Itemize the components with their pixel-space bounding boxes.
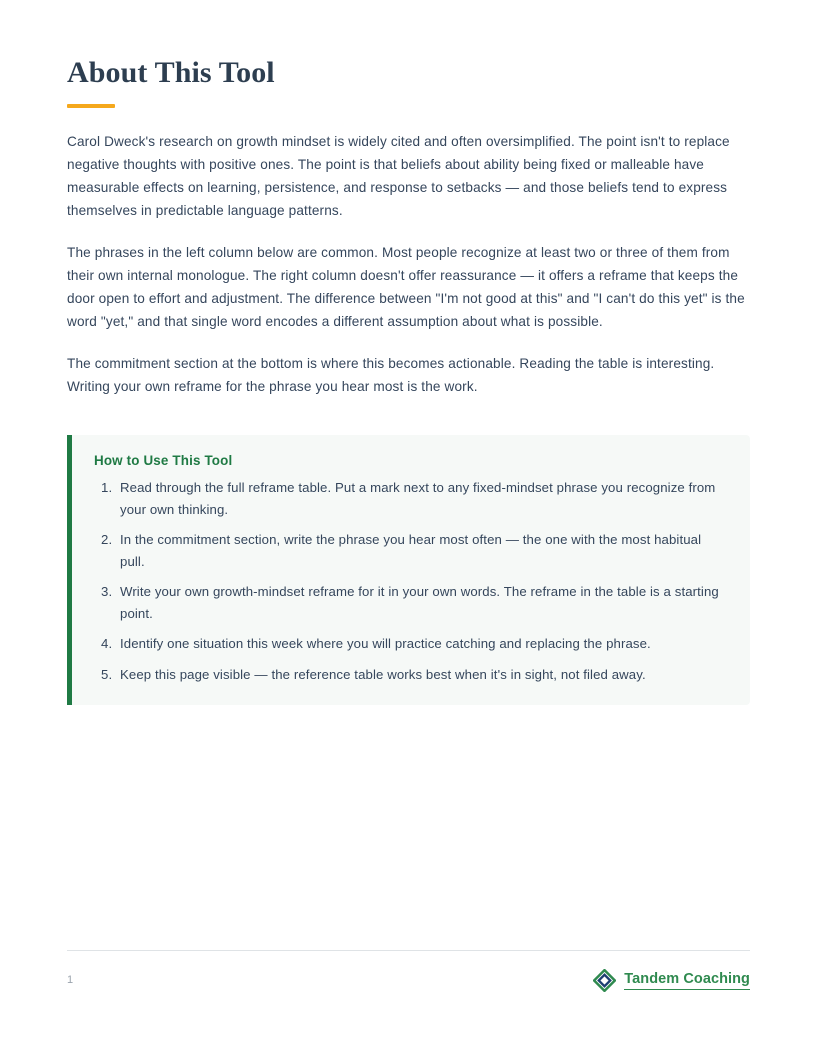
- footer-divider: [67, 950, 750, 951]
- paragraph: The phrases in the left column below are common. Most people recognize at least two or three of them from their own internal monologue. The right column doesn't offer reassurance — it offers a reframe that keeps the door open to effort and adjustment. The difference between "I'm not good at this" and "I can't do this yet" is the word "yet," and that single word encodes a different assumption about what is possible.: [67, 245, 745, 329]
- how-to-use-callout: [67, 435, 750, 705]
- page-content: [67, 55, 750, 705]
- page-title: About This Tool: [67, 56, 275, 89]
- page-number: 1: [67, 974, 74, 986]
- brand-logo: [593, 969, 750, 992]
- brand-name: Tandem Coaching: [624, 971, 750, 990]
- paragraph: Carol Dweck's research on growth mindset is widely cited and often oversimplified. The point isn't to replace negative thoughts with positive ones. The point is that beliefs about ability being fixed or malleable have measurable effects on learning, persistence, and response to setbacks — and those beliefs tend to express themselves in predictable language patterns.: [67, 134, 730, 218]
- diamond-logo-icon: [593, 969, 616, 992]
- list-item: 4. Identify one situation this week where you will practice catching and replacing the phrase.: [116, 633, 724, 655]
- footer-row: [67, 967, 750, 993]
- list-item: 2. In the commitment section, write the phrase you hear most often — the one with the most habitual pull.: [116, 529, 724, 572]
- list-item: 3. Write your own growth-mindset reframe for it in your own words. The reframe in the table is a starting point.: [116, 581, 724, 624]
- title-accent-rule: [67, 104, 115, 108]
- callout-instruction-list: [94, 477, 724, 685]
- body-copy: [67, 130, 750, 398]
- paragraph: The commitment section at the bottom is where this becomes actionable. Reading the table is interesting. Writing your own reframe for the phrase you hear most is the work.: [67, 356, 715, 394]
- page-footer: [67, 950, 750, 993]
- list-item: 1. Read through the full reframe table. Put a mark next to any fixed-mindset phrase you recognize from your own thinking.: [116, 477, 724, 520]
- callout-title: How to Use This Tool: [94, 453, 233, 468]
- list-item: 5. Keep this page visible — the reference table works best when it's in sight, not filed away.: [116, 664, 724, 686]
